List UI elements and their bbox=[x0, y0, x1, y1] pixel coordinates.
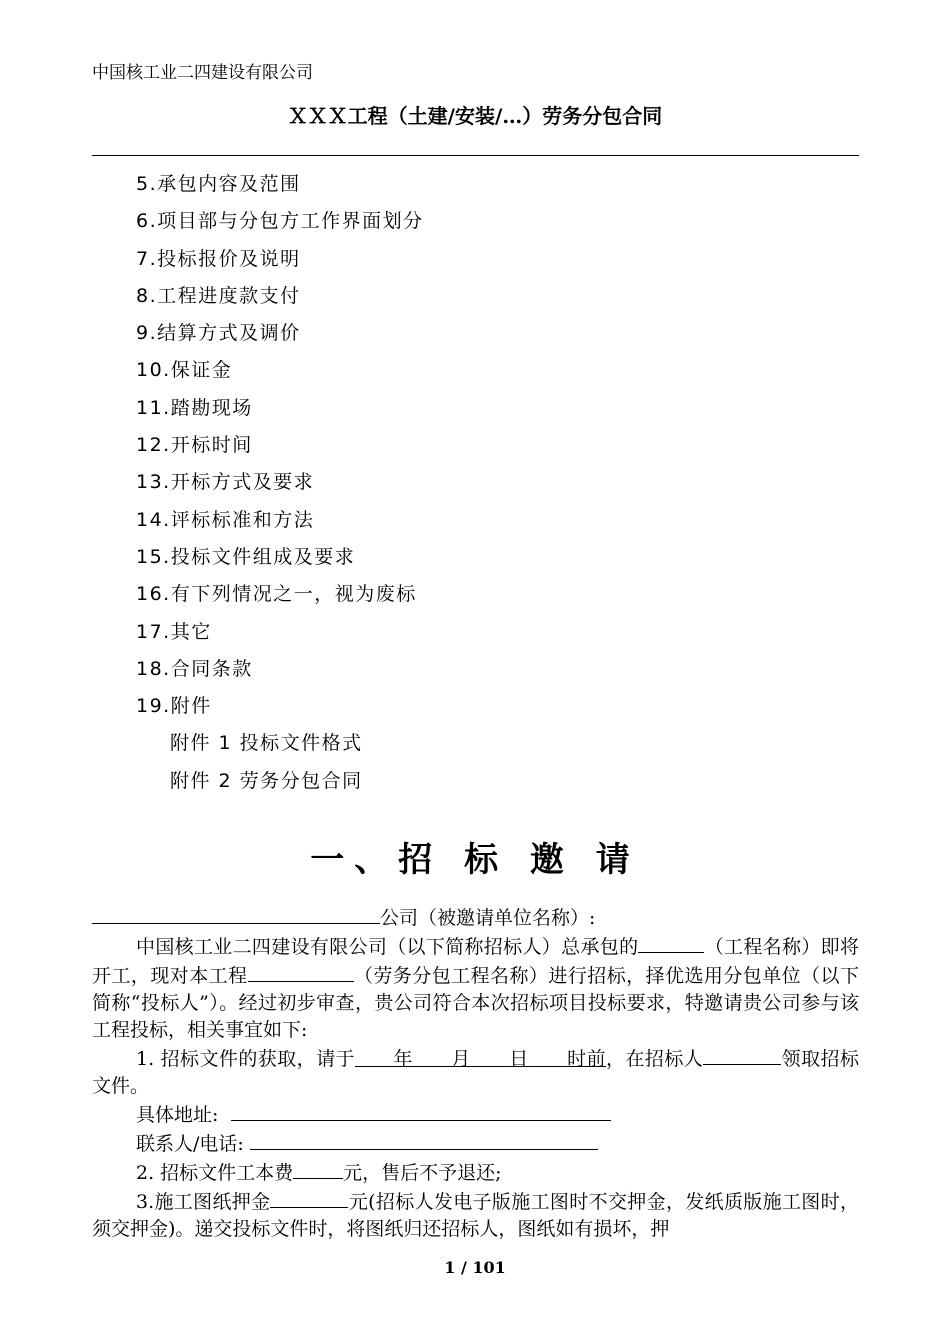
toc-item: 18.合同条款 bbox=[136, 657, 253, 680]
contact-blank bbox=[250, 1129, 598, 1150]
item-text: 3.施工图纸押金 bbox=[136, 1191, 271, 1213]
intro-text: （劳务分包工程名称）进行招标，择优选用分包单位（以下简称“投标人”）。经过初步审查，贵公司符合本次招标项目投标要求，特邀请贵公司参与该工程投标，相关事宜如下: bbox=[92, 965, 859, 1041]
contact-line bbox=[92, 1129, 859, 1158]
salutation-text: 公司（被邀请单位名称）: bbox=[380, 907, 596, 929]
toc-item: 14.评标标准和方法 bbox=[136, 508, 315, 531]
item-text: 领取招标文件。 bbox=[92, 1048, 859, 1097]
intro-text: 中国核工业二四建设有限公司（以下简称招标人）总承包的 bbox=[136, 936, 639, 958]
item-text: 1. 招标文件的获取，请于 bbox=[136, 1048, 355, 1070]
section-heading: 一、招 标 邀 请 bbox=[310, 840, 640, 880]
month-label: 月 bbox=[450, 1048, 471, 1070]
item-text: 元，售后不予退还; bbox=[343, 1162, 502, 1184]
toc-item: 9.结算方式及调价 bbox=[136, 322, 301, 345]
day-label: 日 bbox=[508, 1048, 529, 1070]
item-text: ，在招标人 bbox=[606, 1048, 704, 1070]
total-pages: 101 bbox=[472, 1258, 506, 1277]
intro-paragraph bbox=[92, 932, 859, 1044]
toc-item: 10.保证金 bbox=[136, 359, 233, 382]
toc-sub-item: 附件 2 劳务分包合同 bbox=[170, 769, 363, 792]
address-line bbox=[92, 1100, 859, 1129]
time-label: 时前 bbox=[566, 1048, 606, 1070]
toc-item: 19.附件 bbox=[136, 695, 212, 718]
toc-item: 15.投标文件组成及要求 bbox=[136, 545, 356, 568]
page-number bbox=[0, 1258, 950, 1277]
item-text: 2. 招标文件工本费 bbox=[136, 1162, 294, 1184]
toc-item: 13.开标方式及要求 bbox=[136, 471, 315, 494]
toc-item: 16.有下列情况之一，视为废标 bbox=[136, 583, 417, 606]
toc-sub-item: 附件 1 投标文件格式 bbox=[170, 732, 363, 755]
header-company: 中国核工业二四建设有限公司 bbox=[92, 63, 313, 83]
item-text: 元(招标人发电子版施工图时不交押金，发纸质版施工图时，须交押金)。递交投标文件时，将图纸归还招标人，图纸如有损坏，押 bbox=[92, 1191, 859, 1240]
fee-blank bbox=[293, 1158, 343, 1179]
location-blank bbox=[703, 1044, 781, 1065]
toc-item: 7.投标报价及说明 bbox=[136, 247, 301, 270]
deposit-blank bbox=[270, 1187, 348, 1208]
toc-item: 12.开标时间 bbox=[136, 434, 253, 457]
current-page: 1 bbox=[444, 1258, 456, 1277]
toc-item: 6.项目部与分包方工作界面划分 bbox=[136, 210, 424, 233]
address-blank bbox=[231, 1100, 611, 1121]
subcontract-name-blank bbox=[248, 961, 354, 982]
invitation-body bbox=[92, 903, 859, 1243]
contact-label: 联系人/电话: bbox=[136, 1133, 244, 1155]
toc-item: 11.踏勘现场 bbox=[136, 396, 253, 419]
table-of-contents bbox=[136, 170, 424, 804]
document-title: ＸＸＸ工程（土建/安装/…）劳务分包合同 bbox=[287, 104, 663, 128]
item-2 bbox=[92, 1158, 859, 1187]
toc-item: 17.其它 bbox=[136, 620, 212, 643]
address-label: 具体地址: bbox=[136, 1104, 219, 1126]
intro-text: （工程名称）即将开工，现对本工程 bbox=[92, 936, 859, 987]
salutation-line bbox=[92, 903, 859, 932]
header-divider bbox=[92, 155, 859, 156]
toc-item: 5.承包内容及范围 bbox=[136, 173, 301, 195]
date-blank bbox=[355, 1048, 606, 1070]
invitee-blank bbox=[92, 903, 380, 924]
item-1 bbox=[92, 1044, 859, 1100]
item-3 bbox=[92, 1187, 859, 1243]
page-separator: / bbox=[460, 1258, 467, 1277]
toc-item: 8.工程进度款支付 bbox=[136, 284, 301, 307]
project-name-blank bbox=[638, 932, 704, 953]
year-label: 年 bbox=[393, 1048, 413, 1070]
